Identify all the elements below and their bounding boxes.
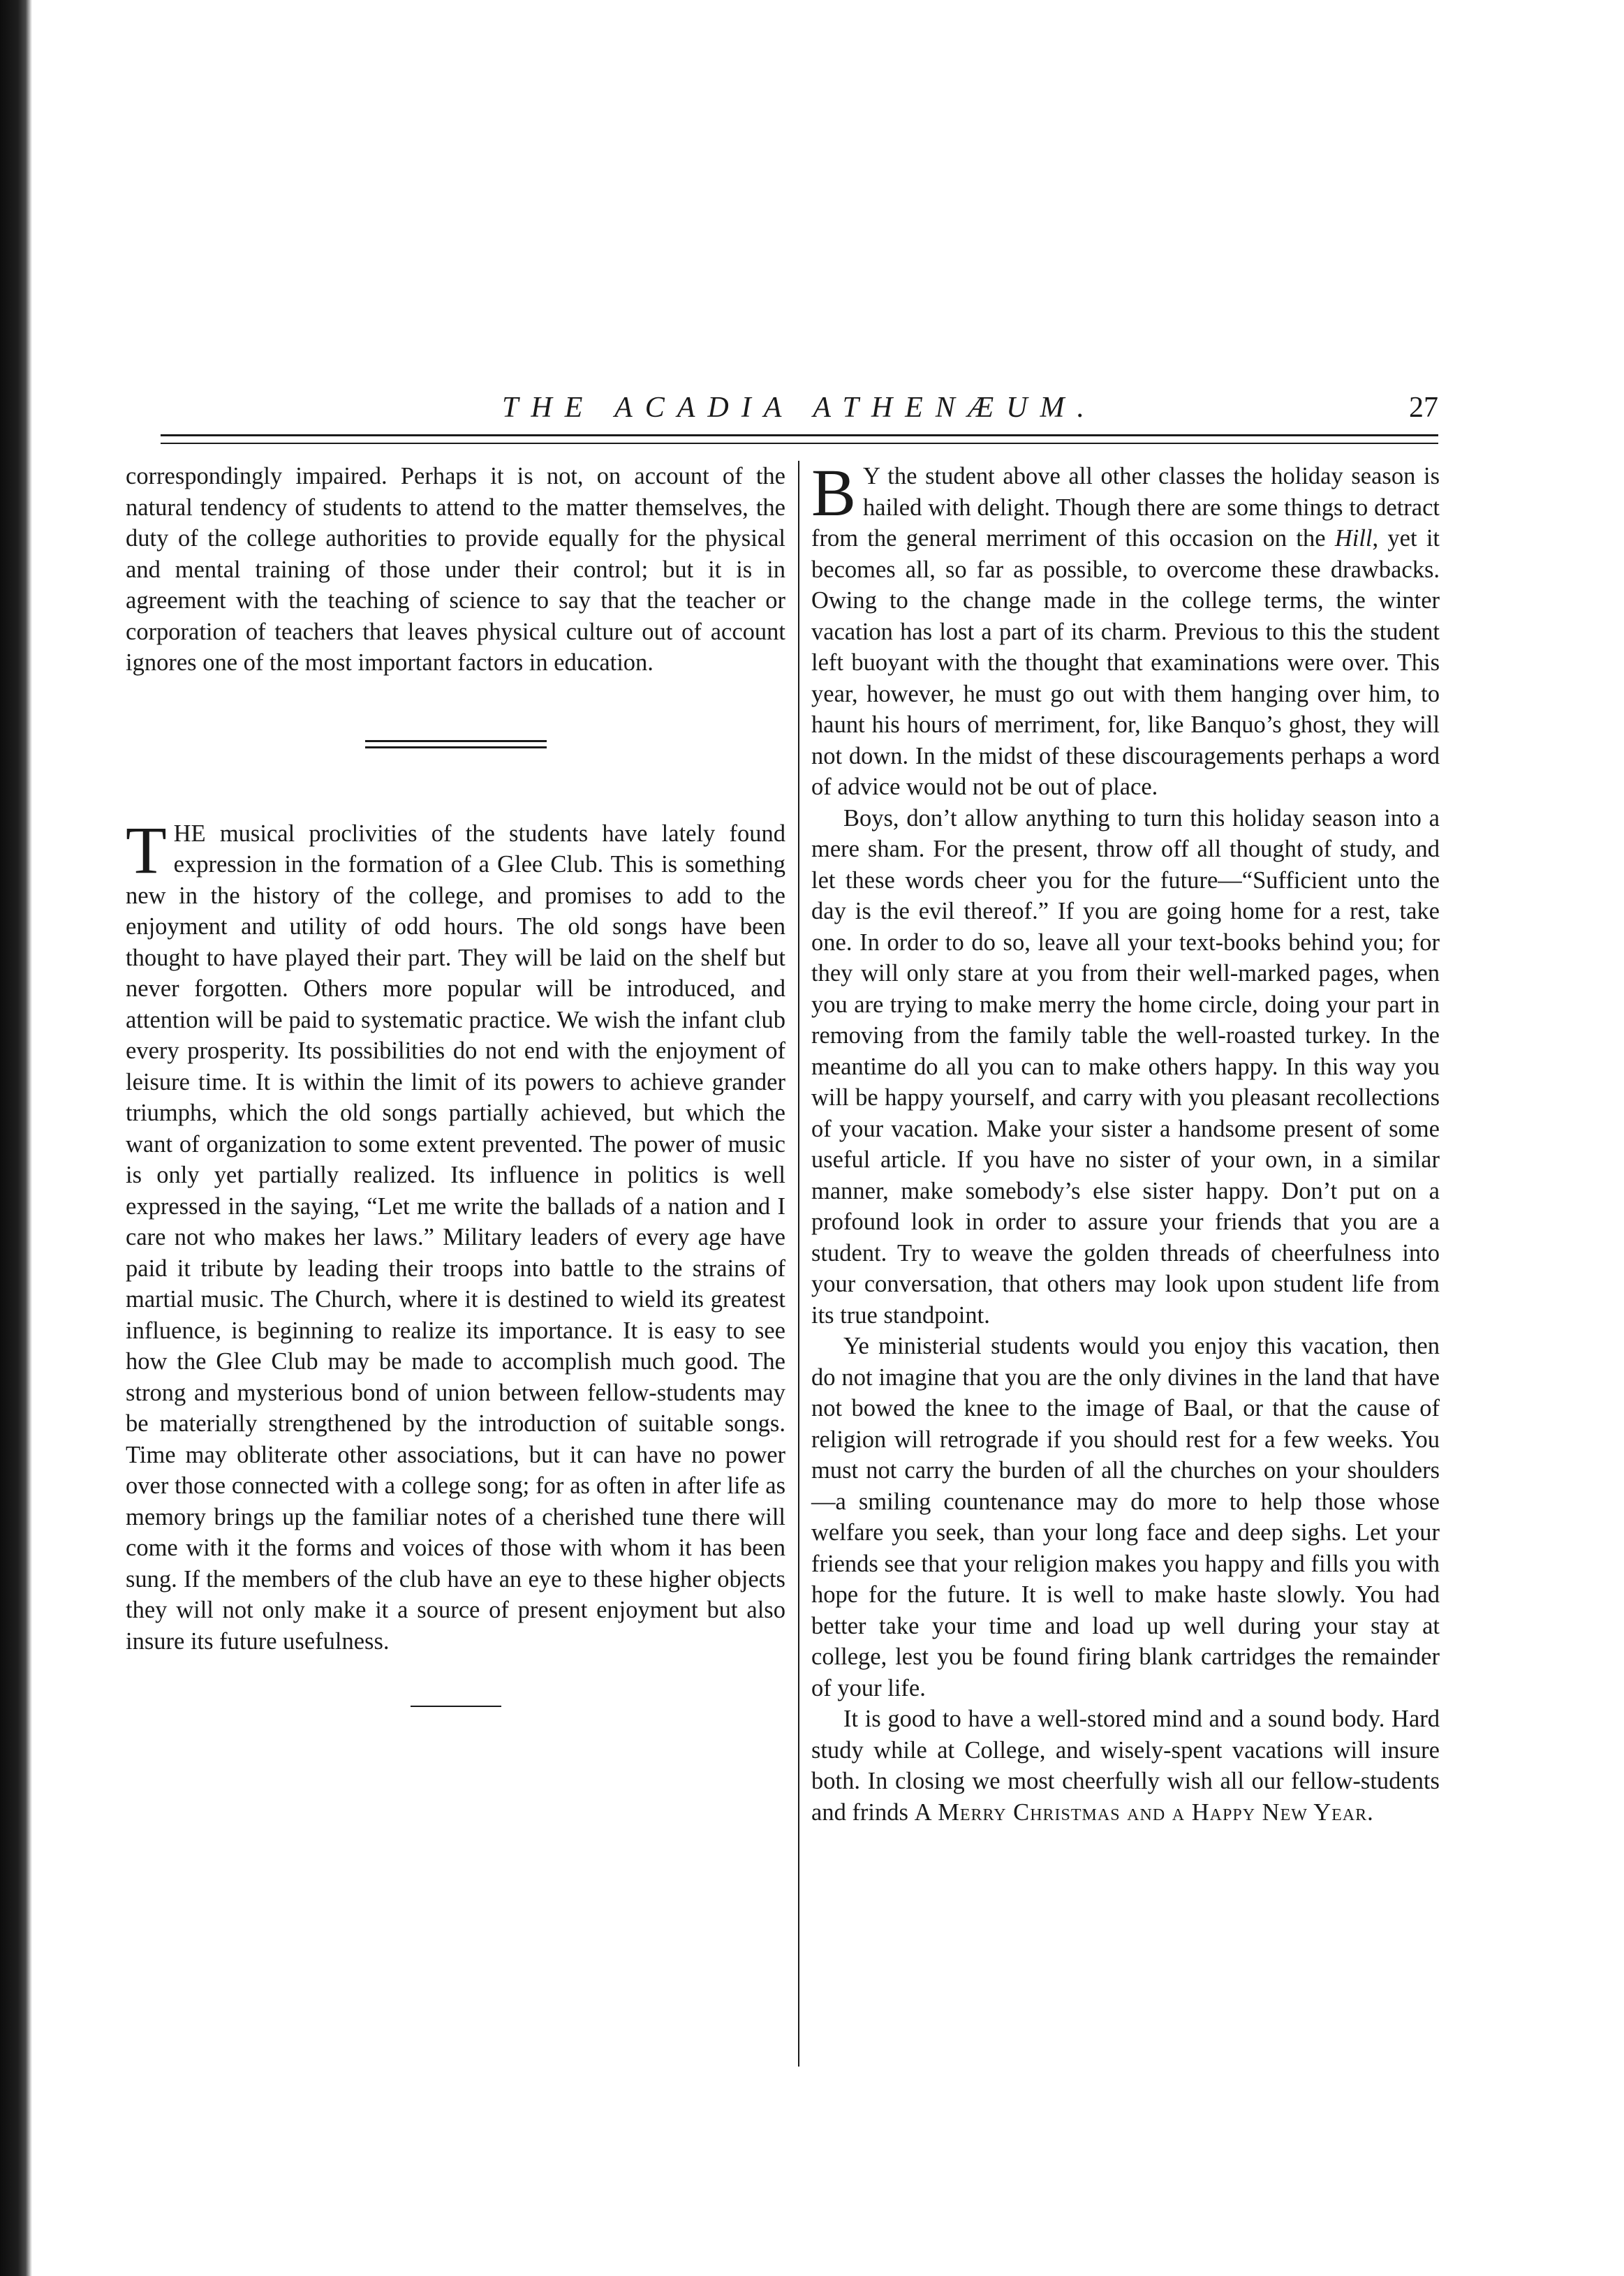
drop-cap: T [126,812,167,887]
lead-word: Y [863,463,880,489]
paragraph-text: , yet it becomes all, so far as possible, to overcome these drawbacks. Owing to the change made in the college terms, the winter vacation has lost a part of its charm. Previous to this the student left buoyant with the thought that examinations were over. This year, however, he must go out with them hanging over him, to haunt his hours of merriment, for, like Banquo’s ghost, they will not down. In the midst of these discouragements perhaps a word of advice would not be out of place. [811,525,1440,800]
holiday-greeting: A Merry Christmas and a Happy New Year. [914,1798,1374,1826]
end-rule [411,1706,501,1707]
page-number: 27 [1409,392,1438,424]
holiday-paragraph-1 [811,455,1440,803]
section-divider [365,740,547,748]
physical-culture-paragraph: correspondingly impaired. Perhaps it is not, on account of the natural tendency of students to attend to the matter themselves, the duty of the college authorities to provide equally for the physical and mental training of those under their control; but it is in agreement with the teaching of science to say that the teacher or corporation of teachers that leaves physical culture out of account ignores one of the most important factors in education. [126,463,785,676]
running-title: THE ACADIA ATHENÆUM. [502,392,1097,424]
drop-cap: B [811,455,857,530]
hill-italic: Hill [1334,525,1373,552]
header-rule-bottom [161,443,1438,444]
right-column [811,455,1440,1828]
holiday-paragraph-2: Boys, don’t allow anything to turn this holiday season into a mere sham. For the present, throw off all thought of study, and let these words cheer you for the future—“Sufficient unto the day is the evil thereof.” If you are going home for a rest, take one. In order to do so, leave all your text-books behind you; for they will only stare at you from their well-marked pages, when you are trying to make merry the home circle, doing your part in removing from the family table the well-roasted turkey. In the meantime do all you can to make others happy. In this way you will be happy yourself, and carry with you pleasant recollections of your vacation. Make your sister a handsome present of some useful article. If you have no sister of your own, in a similar manner, make somebody’s else sister happy. Don’t put on a profound look in order to assure your friends that you are a student. Try to weave the golden threads of cheerfulness into your conversation, that others may look upon student life from its true standpoint. [811,804,1440,1329]
page-header [161,391,1438,454]
paragraph-body: musical proclivities of the students have lately found expression in the formation of a Glee Club. This is something new in the history of the college, and promises to add to the enjoyment and utility of odd hours. The old songs have been thought to have played their part. They will be laid on the shelf but never forgotten. Others more popular will be introduced, and attention will be paid to systematic practice. We wish the infant club every prosperity. Its possibilities do not end with the enjoyment of leisure time. It is within the limit of its powers to achieve grander triumphs, which the old songs partially achieved, but which the want of organization to some extent prevented. The power of music is only yet partially realized. Its influence in politics is well expressed in the saying, “Let me write the ballads of a nation and I care not who makes her laws.” Military leaders of every age have paid it tribute by leading their troops into battle to the strains of martial music. The Church, where it is destined to wield its greatest influence, is beginning to realize its importance. It is easy to see how the Glee Club may be made to accomplish much good. The strong and mysterious bond of union between fellow-students may be materially strengthened by the introduction of suitable songs. Time may obliterate other associations, but it can have no power over those connected with a college song; for as often in after life as memory brings up the familiar notes of a cherished tune there will come with it the forms and voices of those with whom it has been sung. If the members of the club have an eye to these higher objects they will not only make it a source of present enjoyment but also insure its future usefulness. [126,820,785,1655]
holiday-paragraph-4 [811,1704,1440,1828]
left-column [126,461,785,1707]
column-divider [798,461,799,2067]
paragraph-text: the student above all other classes the holiday season is hailed with delight. Though there are some things to detract from the general merriment of this occasion on the [811,463,1440,552]
glee-club-paragraph [126,812,785,1657]
paragraph-text: It is good to have a well-stored mind and a sound body. Hard study while at College, and wisely-spent vacations will insure both. In closing we most cheerfully wish all our fellow-students and frinds [811,1706,1440,1826]
header-rule-top [161,434,1438,436]
lead-word: HE [173,820,206,847]
page-binding-edge [0,0,32,2276]
holiday-paragraph-3: Ye ministerial students would you enjoy this vacation, then do not imagine that you are the only divines in the land that have not bowed the knee to the image of Baal, or that the cause of religion will retrograde if you should rest for a few weeks. You must not carry the burden of all the churches on your shoulders—a smiling countenance may do more to help those whose welfare you seek, than your long face and deep sighs. Let your friends see that your religion makes you happy and fills you with hope for the future. It is well to make haste slowly. You had better take your time and load up well during your stay at college, lest you be found firing blank cartridges the remainder of your life. [811,1333,1440,1701]
